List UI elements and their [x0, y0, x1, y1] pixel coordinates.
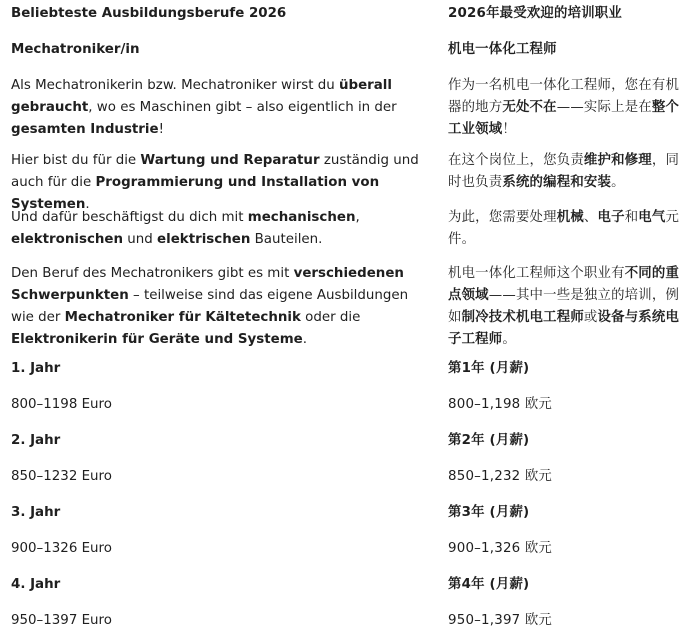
bold-text: 设备与系统电子工程师: [448, 310, 680, 347]
text: 850–1232 Euro: [11, 469, 112, 484]
bold-text: 2. Jahr: [11, 433, 61, 448]
zh-job-heading: [448, 39, 688, 61]
text: , wo es Maschinen gibt – also eigentlich in der: [88, 100, 397, 115]
zh-title: [448, 3, 688, 25]
zh-paragraph-4: [448, 263, 688, 351]
zh-year-1-salary: [448, 394, 688, 416]
zh-year-1-label: [448, 358, 688, 380]
zh-paragraph-1: [448, 75, 688, 141]
bold-text: 4. Jahr: [11, 577, 61, 592]
text: Hier bist du für die: [11, 153, 141, 168]
de-year-2-label: [11, 430, 431, 452]
bold-text: 系统的编程和安装: [502, 175, 612, 190]
bold-text: gesamten Industrie: [11, 122, 159, 137]
bold-text: elektrischen: [157, 232, 251, 247]
bold-text: 机电一体化工程师: [448, 42, 557, 57]
text: ，同时也负责: [448, 153, 680, 190]
text: 800–1198 Euro: [11, 397, 112, 412]
zh-paragraph-3: [448, 207, 688, 251]
bold-text: 整个工业领域: [448, 100, 680, 137]
bold-text: 电气: [638, 210, 666, 225]
text: 。: [611, 175, 625, 190]
bold-text: 1. Jahr: [11, 361, 61, 376]
text: Und dafür beschäftigst du dich mit: [11, 210, 248, 225]
bold-text: 第3年 (月薪): [448, 505, 530, 520]
de-year-3-salary: [11, 538, 431, 560]
zh-year-2-label: [448, 430, 688, 452]
bold-text: 维护和修理: [583, 153, 652, 168]
de-paragraph-4: [11, 263, 431, 351]
text: 850–1,232 欧元: [448, 469, 553, 484]
text: 、: [583, 210, 598, 225]
text: – teilweise sind das eigene Ausbildungen wie der: [11, 288, 409, 325]
bold-text: 制冷技术机电工程师: [461, 310, 584, 325]
bold-text: elektronischen: [11, 232, 124, 247]
de-year-1-salary: [11, 394, 431, 416]
text: 900–1,326 欧元: [448, 541, 553, 556]
text: Den Beruf des Mechatronikers gibt es mit: [11, 266, 294, 281]
bold-text: 电子: [597, 210, 625, 225]
zh-year-3-label: [448, 502, 688, 524]
text: 机电一体化工程师这个职业有: [448, 266, 625, 281]
bold-text: 不同的重点领域: [448, 266, 680, 303]
bold-text: Beliebteste Ausbildungsberufe 2026: [11, 6, 287, 21]
de-year-4-salary: [11, 610, 431, 632]
text: 元件。: [448, 210, 680, 247]
text: 为此，您需要处理: [448, 210, 557, 225]
bold-text: 第2年 (月薪): [448, 433, 530, 448]
zh-year-3-salary: [448, 538, 688, 560]
text: ,: [355, 210, 360, 225]
text: .: [302, 332, 307, 347]
bold-text: 无处不在: [502, 100, 557, 115]
bold-text: 第4年 (月薪): [448, 577, 530, 592]
text: 。: [502, 332, 516, 347]
text: zuständig und auch für die: [11, 153, 419, 190]
text: ——实际上是在: [556, 100, 652, 115]
de-job-heading: [11, 39, 431, 61]
de-paragraph-1: [11, 75, 431, 141]
bold-text: 机械: [556, 210, 584, 225]
de-paragraph-3: [11, 207, 431, 251]
text: 和: [624, 210, 639, 225]
bold-text: Mechatroniker/in: [11, 42, 140, 57]
text: !: [158, 122, 164, 137]
text: 作为一名机电一体化工程师，您在有机器的地方: [448, 78, 680, 115]
text: 800–1,198 欧元: [448, 397, 553, 412]
bold-text: Elektronikerin für Geräte und Systeme: [11, 332, 303, 347]
text: 或: [583, 310, 598, 325]
bold-text: 第1年 (月薪): [448, 361, 530, 376]
de-year-3-label: [11, 502, 431, 524]
text: .: [85, 197, 90, 212]
bold-text: 2026年最受欢迎的培训职业: [448, 6, 622, 21]
bold-text: verschiedenen Schwerpunkten: [11, 266, 404, 303]
text: oder die: [300, 310, 361, 325]
bold-text: mechanischen: [247, 210, 356, 225]
zh-year-4-salary: [448, 610, 688, 632]
zh-year-2-salary: [448, 466, 688, 488]
text: ——其中一些是独立的培训，例如: [448, 288, 680, 325]
de-year-4-label: [11, 574, 431, 596]
bold-text: Programmierung und Installation von Systemen: [11, 175, 380, 212]
bold-text: überall gebraucht: [11, 78, 392, 115]
text: 900–1326 Euro: [11, 541, 112, 556]
zh-year-4-label: [448, 574, 688, 596]
text: 950–1397 Euro: [11, 613, 112, 628]
de-year-2-salary: [11, 466, 431, 488]
bold-text: 3. Jahr: [11, 505, 61, 520]
text: und: [123, 232, 158, 247]
de-year-1-label: [11, 358, 431, 380]
bold-text: Wartung und Reparatur: [140, 153, 320, 168]
de-title: [11, 3, 431, 25]
text: 在这个岗位上，您负责: [448, 153, 584, 168]
zh-paragraph-2: [448, 150, 688, 194]
bold-text: Mechatroniker für Kältetechnik: [64, 310, 301, 325]
text: Als Mechatronikerin bzw. Mechatroniker wirst du: [11, 78, 339, 93]
text: Bauteilen.: [250, 232, 323, 247]
text: ！: [502, 122, 516, 137]
text: 950–1,397 欧元: [448, 613, 553, 628]
